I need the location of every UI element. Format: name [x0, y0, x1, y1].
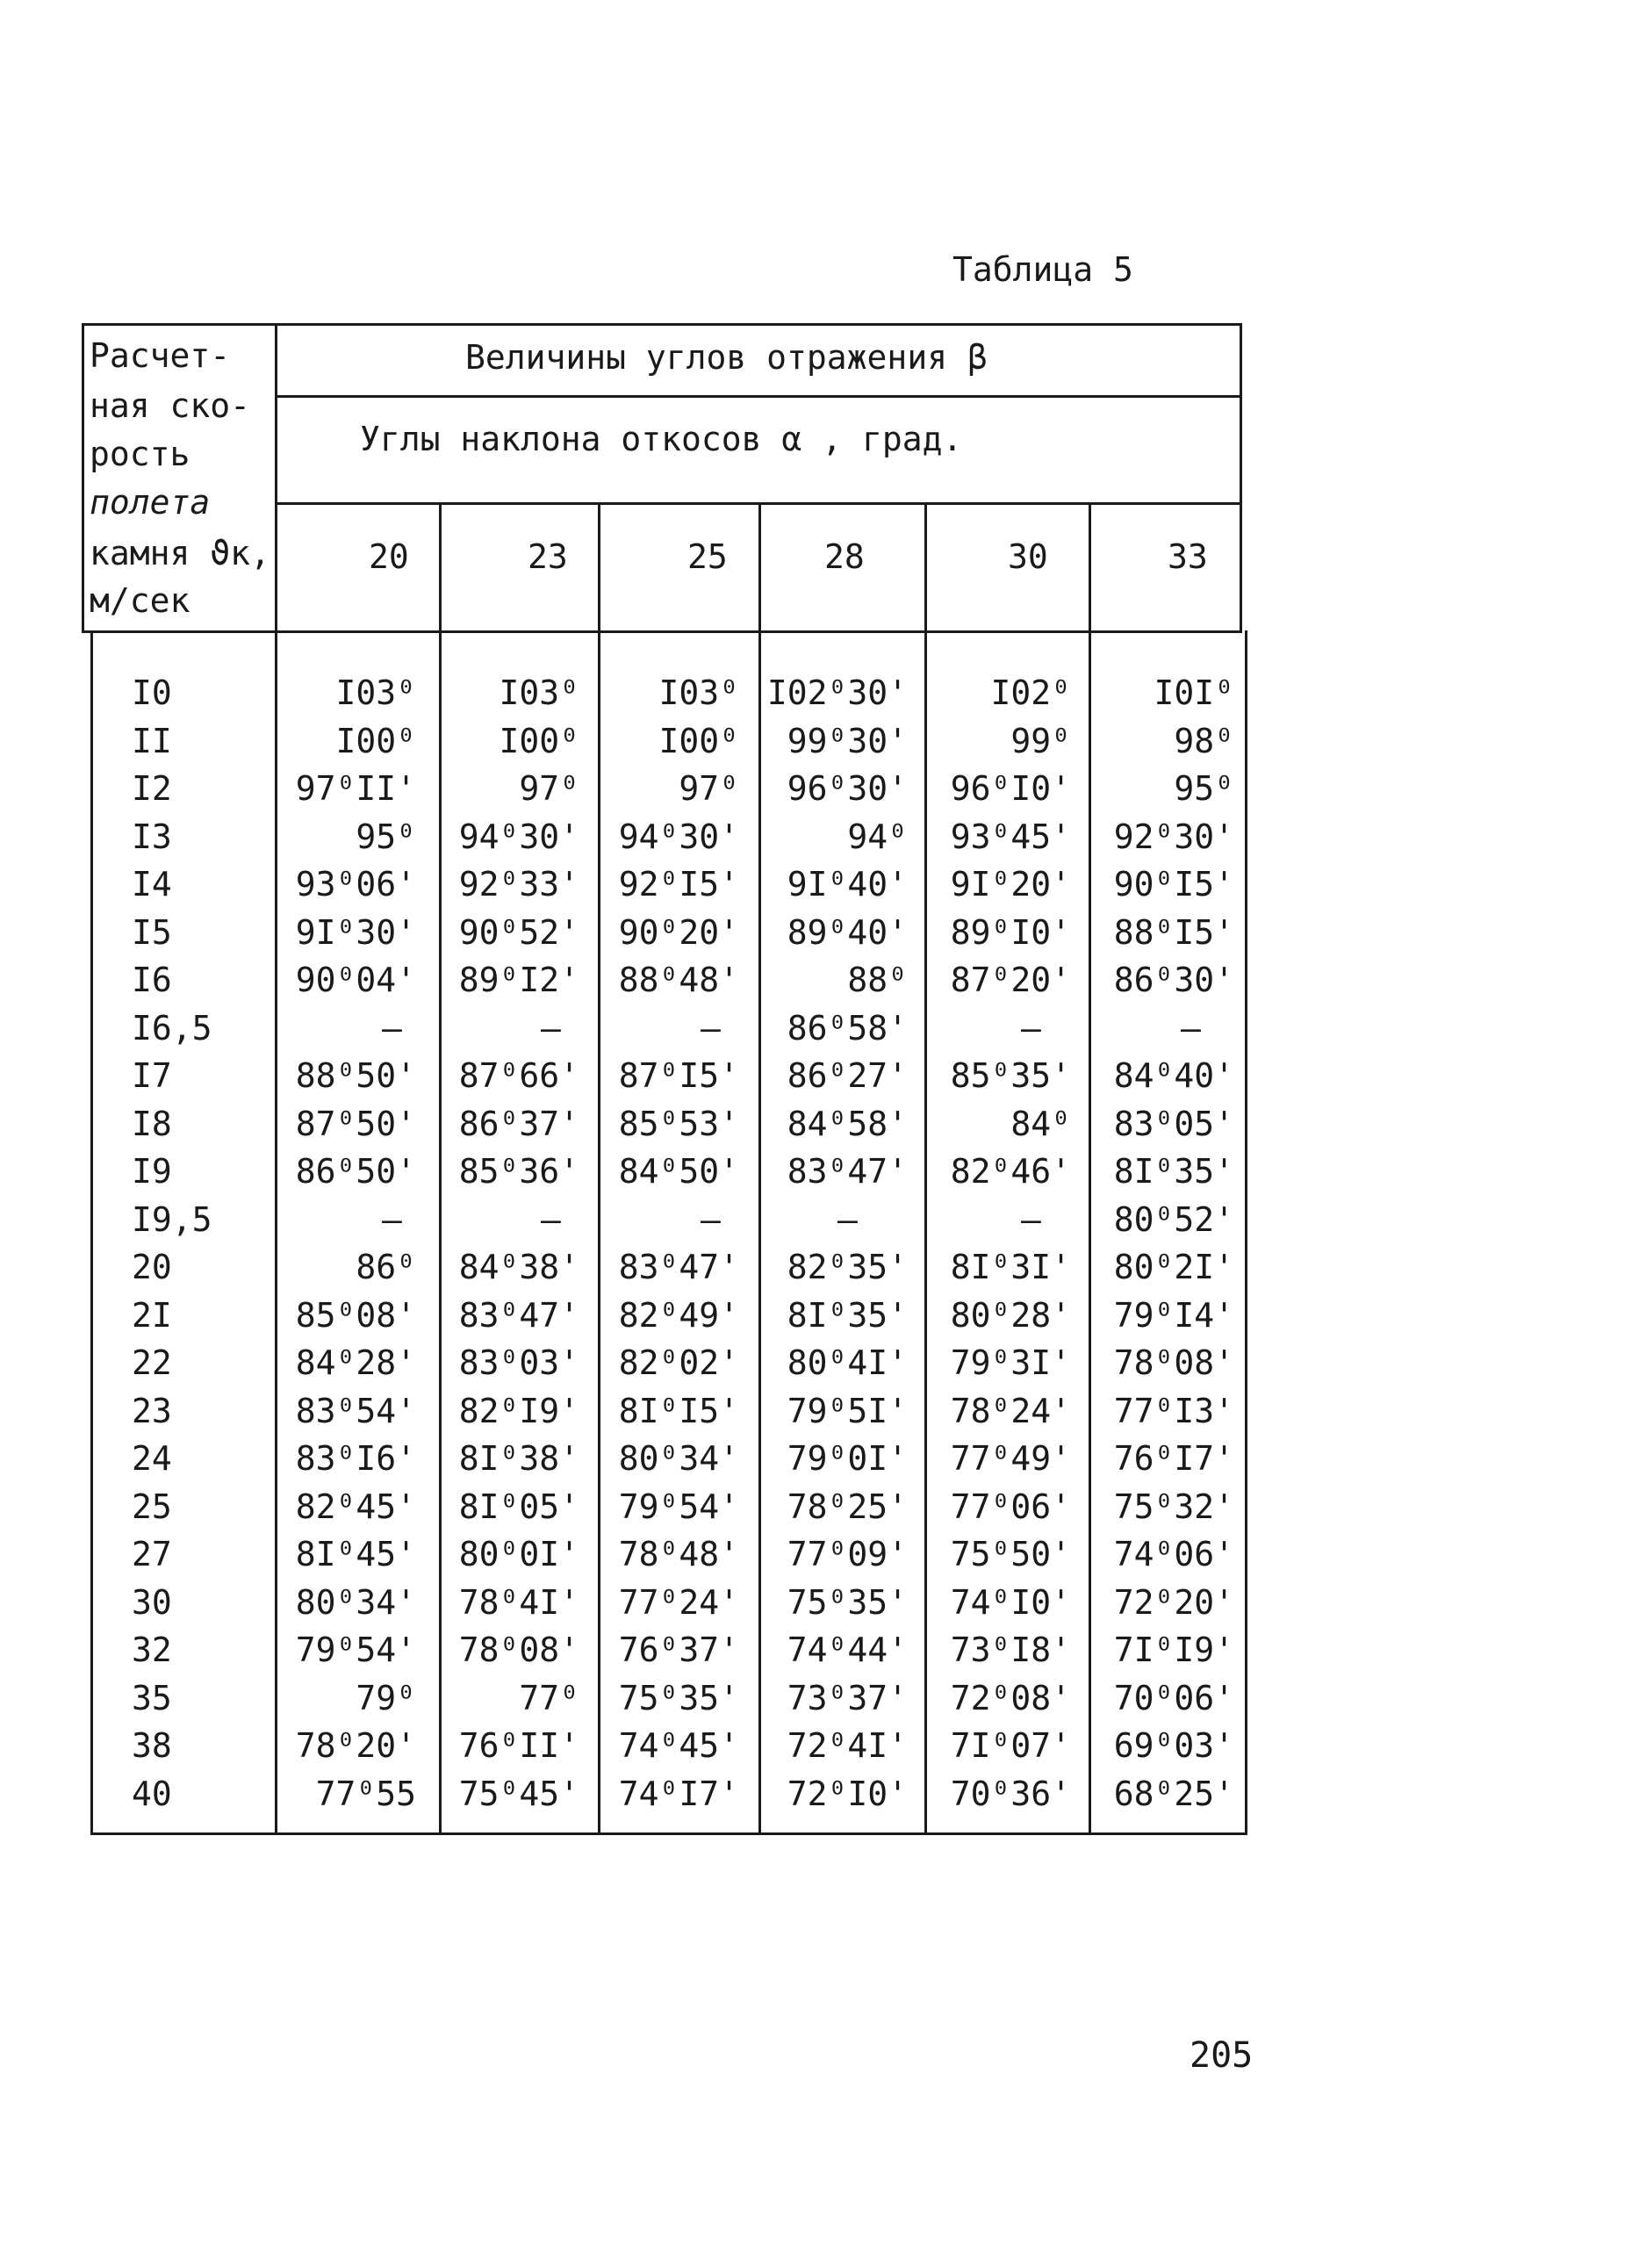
angle-value-cell: 99⁰30': [787, 721, 908, 760]
angle-value-cell: 79⁰54': [295, 1631, 416, 1669]
table-left-border-body: [90, 630, 93, 1835]
angle-header-5: 33: [1168, 537, 1208, 576]
angle-value-cell: 83⁰47': [458, 1295, 579, 1335]
angle-value-cell: –: [1181, 1008, 1201, 1048]
angle-value-cell: 86⁰30': [1113, 961, 1234, 999]
speed-cell: 40: [132, 1774, 172, 1813]
angle-value-cell: 75⁰32': [1113, 1487, 1234, 1526]
angle-value-cell: I02⁰: [990, 673, 1071, 712]
angle-value-cell: 90⁰I5': [1113, 865, 1234, 904]
angle-value-cell: –: [541, 1199, 561, 1239]
angle-value-cell: 72⁰I0': [787, 1774, 908, 1813]
angle-value-cell: 84⁰58': [787, 1104, 908, 1143]
angle-value-cell: 77⁰06': [950, 1487, 1071, 1526]
angle-value-cell: 76⁰I7': [1113, 1439, 1234, 1478]
angle-header-4: 30: [1008, 537, 1048, 576]
angle-value-cell: 74⁰I7': [618, 1774, 739, 1813]
column-divider-speed: [275, 323, 277, 1833]
angle-value-cell: 78⁰25': [787, 1487, 908, 1526]
angle-value-cell: 8I⁰I5': [618, 1391, 739, 1430]
angle-value-cell: 86⁰58': [787, 1008, 908, 1048]
angle-value-cell: 86⁰27': [787, 1056, 908, 1095]
angle-value-cell: 76⁰II': [458, 1726, 579, 1765]
angle-value-cell: 82⁰49': [618, 1295, 739, 1335]
angle-value-cell: 87⁰50': [295, 1104, 416, 1143]
row-label-line-4: полета: [90, 483, 211, 522]
angle-value-cell: 75⁰35': [618, 1678, 739, 1717]
angle-value-cell: 78⁰20': [295, 1726, 416, 1765]
angle-value-cell: 73⁰37': [787, 1678, 908, 1717]
angle-value-cell: 9I⁰20': [950, 865, 1071, 904]
speed-cell: 27: [132, 1535, 172, 1573]
angle-value-cell: 93⁰06': [295, 865, 416, 904]
angle-value-cell: 77⁰I3': [1113, 1391, 1234, 1430]
speed-cell: 20: [132, 1248, 172, 1286]
angle-value-cell: –: [701, 1199, 721, 1239]
speed-cell: 38: [132, 1726, 172, 1765]
angle-value-cell: 72⁰08': [950, 1678, 1071, 1717]
angle-value-cell: 98⁰: [1174, 721, 1234, 760]
speed-cell: 24: [132, 1439, 172, 1478]
table-bottom-border: [90, 1832, 1247, 1835]
angle-value-cell: 8I⁰38': [458, 1439, 579, 1478]
angle-value-cell: 83⁰05': [1113, 1104, 1234, 1143]
angle-value-cell: 72⁰4I': [787, 1726, 908, 1765]
angle-value-cell: 92⁰30': [1113, 817, 1234, 856]
angle-value-cell: 94⁰30': [458, 817, 579, 856]
angle-value-cell: 97⁰: [519, 769, 579, 808]
speed-cell: I4: [132, 865, 172, 904]
angle-value-cell: I0I⁰: [1154, 673, 1234, 712]
angle-value-cell: 78⁰08': [458, 1631, 579, 1669]
angle-value-cell: 80⁰52': [1113, 1199, 1234, 1239]
subgroup-title: Углы наклона откосов α , град.: [360, 420, 963, 458]
angle-value-cell: 70⁰06': [1113, 1678, 1234, 1717]
angle-value-cell: 83⁰47': [618, 1248, 739, 1286]
angle-value-cell: I03⁰: [335, 673, 416, 712]
speed-cell: I9: [132, 1152, 172, 1191]
angle-value-cell: 8I⁰35': [1113, 1152, 1234, 1191]
table-right-border-header: [1240, 323, 1242, 630]
angle-value-cell: –: [541, 1008, 561, 1048]
speed-cell: I5: [132, 912, 172, 952]
angle-value-cell: 90⁰52': [458, 912, 579, 952]
angle-value-cell: 9I⁰40': [787, 865, 908, 904]
angle-value-cell: 80⁰2I': [1113, 1248, 1234, 1286]
angle-value-cell: 95⁰: [356, 817, 416, 856]
angle-value-cell: 74⁰44': [787, 1631, 908, 1669]
angle-value-cell: 89⁰40': [787, 912, 908, 952]
angle-value-cell: 76⁰37': [618, 1631, 739, 1669]
angle-value-cell: 78⁰08': [1113, 1343, 1234, 1382]
angle-value-cell: 83⁰47': [787, 1152, 908, 1191]
angle-value-cell: I00⁰: [499, 721, 579, 760]
angle-value-cell: 90⁰04': [295, 961, 416, 999]
angle-value-cell: 80⁰4I': [787, 1343, 908, 1382]
angle-value-cell: 89⁰I0': [950, 912, 1071, 952]
angle-value-cell: I00⁰: [335, 721, 416, 760]
angle-value-cell: 80⁰0I': [458, 1535, 579, 1573]
speed-cell: I7: [132, 1056, 172, 1095]
angle-value-cell: 74⁰45': [618, 1726, 739, 1765]
angle-value-cell: 79⁰54': [618, 1487, 739, 1526]
speed-cell: 32: [132, 1631, 172, 1669]
angle-value-cell: –: [701, 1008, 721, 1048]
angle-value-cell: 83⁰54': [295, 1391, 416, 1430]
angle-value-cell: 94⁰: [847, 817, 908, 856]
angle-value-cell: –: [382, 1199, 402, 1239]
row-label-line-1: Расчет-: [90, 336, 231, 375]
speed-cell: 23: [132, 1391, 172, 1430]
angle-value-cell: 78⁰4I': [458, 1582, 579, 1622]
angle-value-cell: 87⁰I5': [618, 1056, 739, 1095]
angle-value-cell: 79⁰5I': [787, 1391, 908, 1430]
angle-header-1: 23: [528, 537, 568, 576]
angle-value-cell: 78⁰24': [950, 1391, 1071, 1430]
angle-value-cell: 79⁰I4': [1113, 1295, 1234, 1335]
angle-value-cell: 77⁰55: [315, 1774, 416, 1813]
angle-value-cell: 88⁰48': [618, 961, 739, 999]
angle-value-cell: I02⁰30': [766, 673, 908, 712]
angle-value-cell: I03⁰: [499, 673, 579, 712]
row-label-line-2: ная ско-: [90, 386, 251, 425]
angle-value-cell: 89⁰I2': [458, 961, 579, 999]
angle-value-cell: –: [1021, 1008, 1041, 1048]
row-label-line-3: рость: [90, 435, 190, 473]
table-left-border-header: [82, 323, 84, 632]
angle-value-cell: I00⁰: [658, 721, 739, 760]
angle-value-cell: 9I⁰30': [295, 912, 416, 952]
angle-value-cell: 84⁰40': [1113, 1056, 1234, 1095]
angle-value-cell: 82⁰I9': [458, 1391, 579, 1430]
speed-cell: I8: [132, 1104, 172, 1143]
angle-value-cell: 84⁰50': [618, 1152, 739, 1191]
angle-value-cell: –: [837, 1199, 858, 1239]
speed-cell: I2: [132, 769, 172, 808]
angle-value-cell: 88⁰50': [295, 1056, 416, 1095]
angle-value-cell: 80⁰34': [295, 1582, 416, 1622]
angle-value-cell: 77⁰49': [950, 1439, 1071, 1478]
angle-value-cell: 75⁰35': [787, 1582, 908, 1622]
speed-cell: II: [132, 721, 172, 760]
table-right-border-body: [1245, 630, 1247, 1835]
angle-value-cell: 83⁰03': [458, 1343, 579, 1382]
angle-value-cell: 82⁰02': [618, 1343, 739, 1382]
angle-value-cell: 8I⁰05': [458, 1487, 579, 1526]
speed-cell: 30: [132, 1582, 172, 1622]
row-label-line-6: м/сек: [90, 581, 190, 620]
angle-value-cell: 74⁰06': [1113, 1535, 1234, 1573]
angle-value-cell: 75⁰50': [950, 1535, 1071, 1573]
angle-value-cell: 86⁰50': [295, 1152, 416, 1191]
angle-value-cell: 82⁰46': [950, 1152, 1071, 1191]
angle-value-cell: 85⁰08': [295, 1295, 416, 1335]
angle-value-cell: –: [1021, 1199, 1041, 1239]
header-divider-1: [275, 395, 1242, 398]
angle-value-cell: 69⁰03': [1113, 1726, 1234, 1765]
speed-cell: I9,5: [132, 1199, 212, 1239]
angle-value-cell: 8I⁰45': [295, 1535, 416, 1573]
speed-cell: I6,5: [132, 1008, 212, 1048]
angle-value-cell: 84⁰38': [458, 1248, 579, 1286]
angle-value-cell: 77⁰: [519, 1678, 579, 1717]
speed-cell: I0: [132, 673, 172, 712]
angle-value-cell: 85⁰53': [618, 1104, 739, 1143]
group-title: Величины углов отражения β: [465, 338, 988, 377]
angle-header-2: 25: [687, 537, 728, 576]
angle-value-cell: 97⁰: [679, 769, 739, 808]
angle-value-cell: 75⁰45': [458, 1774, 579, 1813]
angle-value-cell: 79⁰: [356, 1678, 416, 1717]
angle-value-cell: 68⁰25': [1113, 1774, 1234, 1813]
angle-value-cell: 84⁰: [1010, 1104, 1071, 1143]
angle-value-cell: 8I⁰35': [787, 1295, 908, 1335]
angle-value-cell: 78⁰48': [618, 1535, 739, 1573]
angle-value-cell: 83⁰I6': [295, 1439, 416, 1478]
angle-value-cell: 84⁰28': [295, 1343, 416, 1382]
speed-cell: I3: [132, 817, 172, 856]
column-divider-5: [1089, 502, 1091, 1835]
angle-value-cell: 85⁰36': [458, 1152, 579, 1191]
angle-value-cell: 74⁰I0': [950, 1582, 1071, 1622]
speed-cell: 35: [132, 1678, 172, 1717]
angle-value-cell: 95⁰: [1174, 769, 1234, 808]
angle-value-cell: 85⁰35': [950, 1056, 1071, 1095]
angle-value-cell: 86⁰: [356, 1248, 416, 1286]
column-divider-3: [758, 502, 761, 1835]
angle-value-cell: 77⁰09': [787, 1535, 908, 1573]
angle-value-cell: 96⁰I0': [950, 769, 1071, 808]
angle-value-cell: 72⁰20': [1113, 1582, 1234, 1622]
angle-value-cell: 88⁰I5': [1113, 912, 1234, 952]
table-top-border: [82, 323, 1242, 326]
angle-value-cell: 8I⁰3I': [950, 1248, 1071, 1286]
angle-value-cell: 82⁰45': [295, 1487, 416, 1526]
angle-value-cell: 86⁰37': [458, 1104, 579, 1143]
angle-value-cell: 99⁰: [1010, 721, 1071, 760]
column-divider-4: [924, 502, 927, 1835]
angle-value-cell: 87⁰20': [950, 961, 1071, 999]
angle-value-cell: 97⁰II': [295, 769, 416, 808]
angle-value-cell: 93⁰45': [950, 817, 1071, 856]
column-divider-2: [598, 502, 600, 1835]
angle-value-cell: 90⁰20': [618, 912, 739, 952]
angle-value-cell: 7I⁰07': [950, 1726, 1071, 1765]
angle-value-cell: 79⁰0I': [787, 1439, 908, 1478]
angle-value-cell: 73⁰I8': [950, 1631, 1071, 1669]
angle-value-cell: 80⁰34': [618, 1439, 739, 1478]
row-label-line-5: камня ϑк,: [90, 534, 270, 572]
angle-value-cell: 7I⁰I9': [1113, 1631, 1234, 1669]
angle-value-cell: 70⁰36': [950, 1774, 1071, 1813]
angle-value-cell: 77⁰24': [618, 1582, 739, 1622]
speed-cell: 25: [132, 1487, 172, 1526]
angle-value-cell: 80⁰28': [950, 1295, 1071, 1335]
angle-header-3: 28: [824, 537, 865, 576]
angle-value-cell: 88⁰: [847, 961, 908, 999]
table-title: Таблица 5: [952, 250, 1133, 289]
header-bottom-border: [82, 630, 1242, 633]
angle-value-cell: 96⁰30': [787, 769, 908, 808]
angle-value-cell: I03⁰: [658, 673, 739, 712]
angle-header-0: 20: [369, 537, 409, 576]
angle-value-cell: 87⁰66': [458, 1056, 579, 1095]
speed-cell: I6: [132, 961, 172, 999]
speed-cell: 2I: [132, 1295, 172, 1335]
angle-value-cell: 94⁰30': [618, 817, 739, 856]
angle-value-cell: 92⁰I5': [618, 865, 739, 904]
angle-value-cell: –: [382, 1008, 402, 1048]
page-number: 205: [1190, 2035, 1254, 2076]
angle-value-cell: 79⁰3I': [950, 1343, 1071, 1382]
speed-cell: 22: [132, 1343, 172, 1382]
angle-value-cell: 82⁰35': [787, 1248, 908, 1286]
column-divider-1: [439, 502, 442, 1835]
angle-value-cell: 92⁰33': [458, 865, 579, 904]
